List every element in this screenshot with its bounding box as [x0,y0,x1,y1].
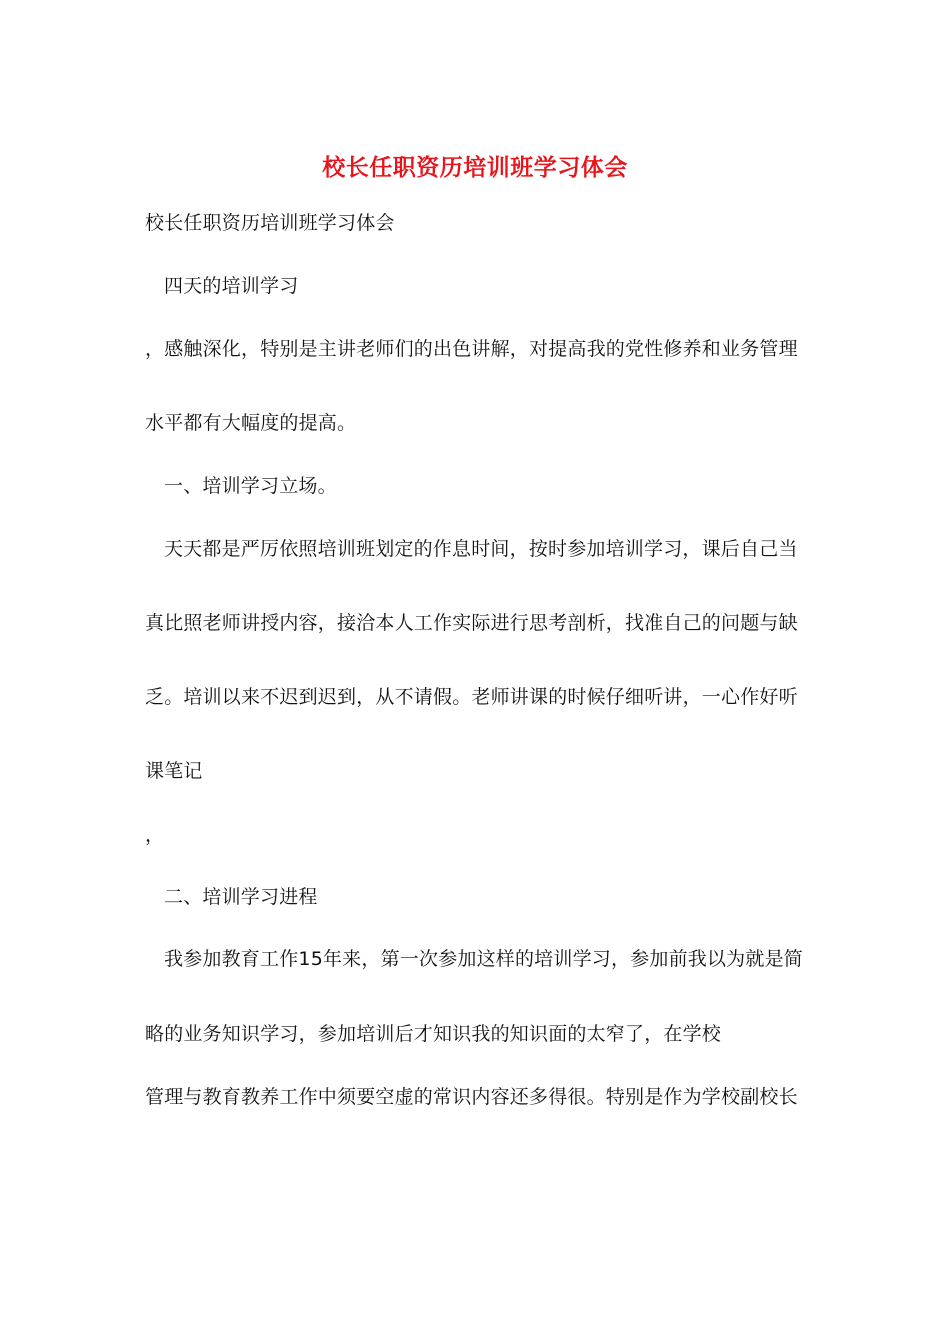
paragraph-line: 天天都是严厉依照培训班划定的作息时间，按时参加培训学习，课后自己当 [164,538,798,560]
paragraph-line: 略的业务知识学习，参加培训后才知识我的知识面的太窄了，在学校 [145,1023,722,1045]
section-heading: 一、培训学习立场。 [164,475,337,497]
paragraph-line: 管理与教育教养工作中须要空虚的常识内容还多得很。特别是作为学校副校长 [145,1086,798,1108]
document-title: 校长任职资历培训班学习体会 [322,154,628,181]
subtitle-line: 校长任职资历培训班学习体会 [145,212,395,234]
paragraph-line: 乏。培训以来不迟到迟到，从不请假。老师讲课的时候仔细听讲，一心作好听 [145,686,798,708]
paragraph-line: ，感触深化，特别是主讲老师们的出色讲解，对提高我的党性修养和业务管理 [145,338,798,360]
paragraph-line: ， [145,824,165,846]
paragraph-line: 四天的培训学习 [164,275,299,297]
paragraph-line: 水平都有大幅度的提高。 [145,412,357,434]
paragraph-line: 真比照老师讲授内容，接洽本人工作实际进行思考剖析，找准自己的问题与缺 [145,612,798,634]
section-heading: 二、培训学习进程 [164,886,318,908]
paragraph-line: 我参加教育工作15年来，第一次参加这样的培训学习，参加前我以为就是简 [164,948,803,970]
paragraph-line: 课笔记 [145,760,203,782]
